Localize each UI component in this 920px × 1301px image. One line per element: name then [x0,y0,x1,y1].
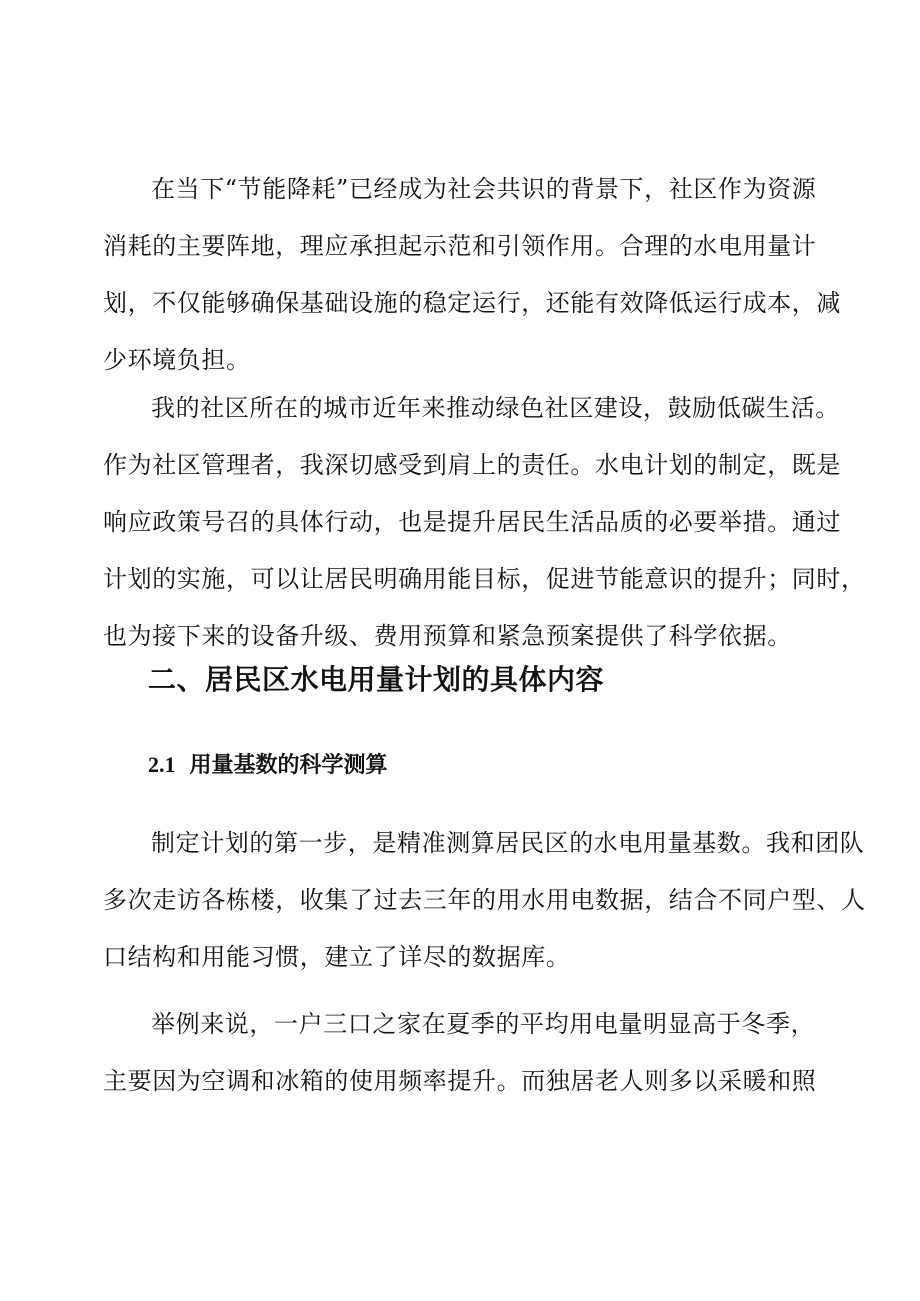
paragraph-example [103,996,817,1110]
paragraph-line: 作为社区管理者，我深切感受到肩上的责任。水电计划的制定，既是 [103,451,841,479]
paragraph-line: 少环境负担。 [103,346,251,374]
paragraph-line: 举例来说，一户三口之家在夏季的平均用电量明显高于冬季， [151,1010,816,1038]
paragraph-line: 我的社区所在的城市近年来推动绿色社区建设，鼓励低碳生活。 [151,394,840,422]
subsection-title: 用量基数的科学测算 [189,753,388,778]
paragraph-line: 口结构和用能习惯，建立了详尽的数据库。 [103,943,571,971]
subsection-heading [148,748,388,783]
paragraph-line: 划，不仅能够确保基础设施的稳定运行，还能有效降低运行成本，减 [103,289,841,317]
paragraph-line: 也为接下来的设备升级、费用预算和紧急预案提供了科学依据。 [103,622,792,650]
paragraph-green-community [103,380,866,665]
section-heading: 二、居民区水电用量计划的具体内容 [148,663,605,696]
subsection-number: 2.1 [148,752,176,777]
paragraph-line: 在当下“节能降耗”已经成为社会共识的背景下，社区作为资源 [151,175,817,203]
paragraph-line: 消耗的主要阵地，理应承担起示范和引领作用。合理的水电用量计 [103,232,817,260]
paragraph-line: 制定计划的第一步，是精准测算居民区的水电用量基数。我和团队 [151,829,865,857]
paragraph-baseline-measurement [103,815,866,986]
paragraph-line: 响应政策号召的具体行动，也是提升居民生活品质的必要举措。通过 [103,508,841,536]
paragraph-line: 多次走访各栋楼，收集了过去三年的用水用电数据，结合不同户型、人 [103,886,866,914]
paragraph-background [103,161,841,389]
paragraph-line: 计划的实施，可以让居民明确用能目标，促进节能意识的提升；同时， [103,565,866,593]
paragraph-line: 主要因为空调和冰箱的使用频率提升。而独居老人则多以采暖和照 [103,1067,817,1095]
